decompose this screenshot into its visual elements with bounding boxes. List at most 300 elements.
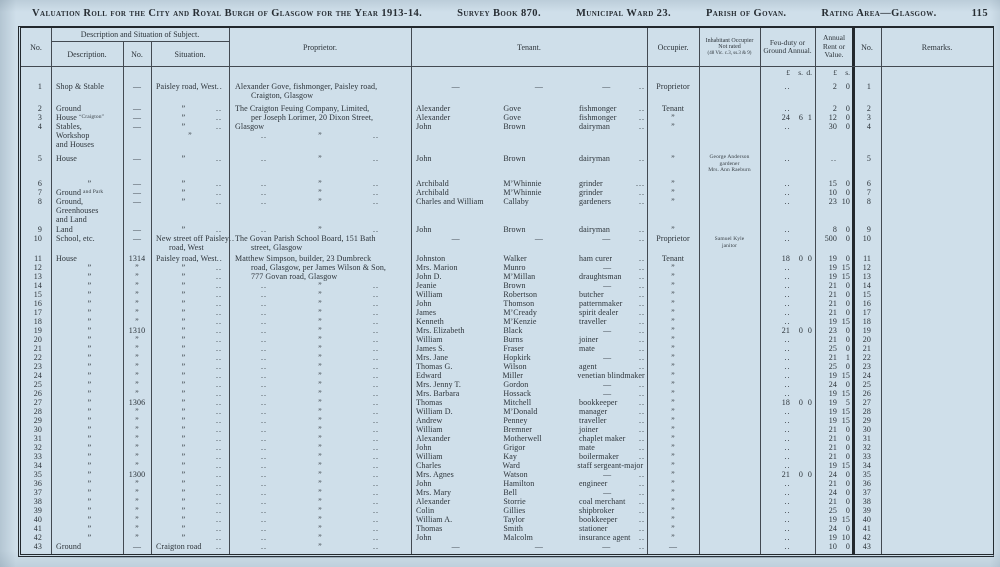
situation-cell [151, 497, 229, 506]
row-number-left: 29 [33, 415, 42, 425]
table-row [21, 254, 993, 263]
tenant-cell [411, 113, 647, 122]
situation-text: ” [181, 514, 186, 524]
situation-text: ” [181, 262, 186, 272]
feu-duty-cell [760, 524, 815, 533]
feu-value: 18 [781, 397, 790, 407]
tenant-surname: Brown [503, 122, 526, 131]
description-text: ” [87, 280, 92, 290]
description-line [56, 154, 123, 163]
situation-line [151, 82, 229, 91]
situation-line [151, 317, 229, 326]
ditto-mark: ” [318, 131, 322, 140]
situation-line [151, 353, 229, 362]
annual-rent-cell [815, 234, 853, 252]
ditto-dots: .. [261, 370, 267, 380]
tenant-forename: John [416, 224, 432, 234]
situation-line [151, 497, 229, 506]
tenant-forename: — [451, 233, 460, 243]
row-number-right: 28 [862, 406, 871, 416]
situation-text: ” [181, 415, 186, 425]
street-number-cell: ” [135, 388, 139, 398]
tenant-cell [411, 254, 647, 263]
row-number-right: 29 [862, 415, 871, 425]
rent-value: 15 [828, 178, 837, 188]
street-number-cell: 1306 [128, 397, 146, 407]
tenant-cell [411, 308, 647, 317]
leader-dots: .. [639, 397, 645, 407]
description-text: ” [87, 514, 92, 524]
description-line [56, 263, 123, 272]
description-line [56, 215, 123, 224]
situation-line [151, 452, 229, 461]
ditto-dots: .. [373, 298, 379, 308]
currency-subheader-row [21, 67, 993, 79]
occupier-cell: Proprietor [656, 82, 690, 91]
proprietor-cell [229, 524, 411, 533]
description-line [56, 179, 123, 188]
tenant-forename: — [451, 82, 460, 91]
empty-dots: .. [784, 433, 791, 443]
proprietor-cell [229, 416, 411, 425]
description-text: Greenhouses [56, 205, 99, 215]
proprietor-cell [229, 272, 411, 281]
table-row [21, 317, 993, 326]
row-number-right: 9 [866, 224, 871, 234]
ditto-mark: ” [318, 307, 322, 317]
tenant-surname: Brown [503, 224, 526, 234]
proprietor-ditto [229, 362, 411, 371]
situation-cell [151, 326, 229, 335]
leader-dots: .. [216, 370, 222, 380]
tenant-surname: Ward [502, 460, 520, 470]
description-text: ” [87, 370, 92, 380]
leader-dots: .. [216, 271, 222, 281]
leader-dots: .. [216, 113, 222, 122]
description-cell [51, 524, 123, 533]
tenant-surname: M’Donald [503, 406, 538, 416]
rent-value: 15 [841, 460, 850, 470]
ditto-mark: ” [318, 289, 322, 299]
description-line [56, 515, 123, 524]
description-cell [51, 308, 123, 317]
situation-line [151, 542, 229, 551]
description-line [56, 308, 123, 317]
description-line [56, 206, 123, 215]
proprietor-cell [229, 488, 411, 497]
annual-rent-cell [815, 398, 853, 407]
feu-duty-cell [760, 281, 815, 290]
annual-rent-cell [815, 452, 853, 461]
occupier-cell: — [668, 541, 678, 551]
description-cell [51, 389, 123, 398]
situation-line [151, 308, 229, 317]
leader-dots: .. [639, 233, 646, 243]
street-number-cell: ” [135, 262, 139, 272]
tenant-cell [411, 335, 647, 344]
currency-shillings: s. [798, 68, 803, 77]
situation-text: ” [181, 424, 186, 434]
leader-dots: .. [639, 352, 645, 362]
empty-dots: .. [784, 424, 791, 434]
description-line [56, 470, 123, 479]
description-line [56, 362, 123, 371]
situation-text: ” [181, 505, 186, 515]
situation-cell [151, 515, 229, 524]
tenant-cell [411, 290, 647, 299]
table-row [21, 281, 993, 290]
row-number-left: 41 [33, 523, 42, 533]
feu-value: 0 [798, 325, 803, 335]
remarks-cell [881, 407, 993, 416]
tenant-cell [411, 443, 647, 452]
ditto-dots: .. [373, 523, 379, 533]
leader-dots: .. [639, 487, 645, 497]
rent-value: 0 [845, 379, 850, 389]
feu-duty-cell [760, 234, 815, 252]
tenant-occupation: insurance agent [579, 532, 631, 542]
ditto-mark: ” [318, 298, 322, 308]
tenant-occupation: bookkeeper [579, 397, 618, 407]
ditto-mark: ” [318, 478, 322, 488]
empty-dots: .. [784, 514, 791, 524]
tenant-cell [411, 82, 647, 100]
situation-text: ” [181, 154, 186, 163]
row-number-left: 12 [33, 262, 42, 272]
proprietor-cell [229, 371, 411, 380]
ditto-dots: .. [373, 460, 379, 470]
description-line [56, 371, 123, 380]
tenant-occupation: fishmonger [579, 104, 617, 113]
row-number-right: 33 [862, 451, 871, 461]
header-remarks: Remarks. [921, 42, 953, 52]
proprietor-ditto [229, 389, 411, 398]
table-row [21, 452, 993, 461]
table-row [21, 515, 993, 524]
leader-dots: .. [639, 316, 645, 326]
description-line [56, 82, 123, 91]
tenant-cell [411, 452, 647, 461]
occupier-cell: ” [671, 388, 675, 398]
description-line [56, 272, 123, 281]
table-row [21, 398, 993, 407]
tenant-occupation: chaplet maker [579, 433, 626, 443]
inhabitant-occupier-cell [699, 380, 760, 389]
situation-line [151, 506, 229, 515]
annual-rent-cell [815, 533, 853, 542]
tenant-occupation: ham curer [579, 253, 613, 263]
header-occupier: Occupier. [657, 42, 689, 52]
row-number-left: 43 [33, 541, 42, 551]
annual-rent-cell [815, 104, 853, 113]
annual-rent-cell [815, 524, 853, 533]
row-number-right: 18 [862, 316, 871, 326]
row-number-right: 40 [862, 514, 871, 524]
row-number-right: 11 [863, 253, 871, 263]
tenant-forename: Thomas G. [416, 361, 453, 371]
ditto-mark: ” [318, 370, 322, 380]
street-number-cell: ” [135, 523, 139, 533]
leader-dots: .. [639, 415, 645, 425]
empty-dots: .. [784, 370, 791, 380]
ditto-dots: .. [373, 397, 379, 407]
description-text: ” [87, 307, 92, 317]
proprietor-cell [229, 425, 411, 434]
description-cell [51, 434, 123, 443]
empty-dots: .. [784, 532, 791, 542]
description-text: Ground, [56, 196, 84, 206]
leader-dots: .. [216, 433, 222, 443]
situation-line [151, 122, 229, 131]
description-line [56, 225, 123, 234]
inhabitant-line: Mrs. Ann Raeburn [708, 167, 751, 173]
feu-duty-cell [760, 497, 815, 506]
tenant-occupation: engineer [579, 478, 608, 488]
occupier-cell: ” [671, 442, 675, 452]
tenant-surname: Callaby [503, 196, 529, 206]
rent-value: 0 [845, 307, 850, 317]
annual-rent-cell [815, 470, 853, 479]
tenant-surname: Penney [503, 415, 528, 425]
tenant-forename: Kenneth [416, 316, 444, 326]
situation-line [151, 225, 229, 234]
tenant-cell [411, 398, 647, 407]
description-text: ” [87, 361, 92, 371]
row-number-left: 39 [33, 505, 42, 515]
rating-area-label: Rating Area—Glasgow. [821, 8, 937, 19]
description-cell [51, 452, 123, 461]
proprietor-line: street, Glasgow [251, 242, 303, 252]
street-number-cell: 1300 [128, 469, 146, 479]
description-text: ” [87, 415, 92, 425]
inhabitant-occupier-cell [699, 263, 760, 272]
situation-cell [151, 272, 229, 281]
tenant-surname: M’Whinnie [503, 178, 542, 188]
empty-dots: .. [784, 487, 791, 497]
leader-dots: .. [639, 442, 645, 452]
annual-rent-cell [815, 515, 853, 524]
table-row [21, 154, 993, 174]
description-text: ” [87, 424, 92, 434]
leader-dots: .. [639, 433, 645, 443]
situation-line [151, 344, 229, 353]
rent-value: 15 [841, 271, 850, 281]
ditto-dots: .. [261, 298, 267, 308]
leader-dots: .. [639, 334, 645, 344]
ditto-mark: ” [318, 514, 322, 524]
row-number-left: 16 [33, 298, 42, 308]
situation-line [151, 335, 229, 344]
inhabitant-occupier-cell [699, 179, 760, 188]
tenant-surname: Brown [503, 280, 526, 290]
table-row [21, 389, 993, 398]
description-qualifier: “Craigton” [78, 114, 105, 120]
proprietor-cell [229, 299, 411, 308]
leader-dots: .. [216, 122, 222, 131]
row-number-left: 11 [34, 253, 42, 263]
description-text: ” [87, 442, 92, 452]
ditto-dots: .. [373, 487, 379, 497]
situation-text: ” [181, 352, 186, 362]
inhabitant-occupier-cell [699, 188, 760, 197]
tenant-forename: Mrs. Agnes [416, 469, 454, 479]
description-line [56, 281, 123, 290]
description-cell [51, 335, 123, 344]
leader-dots: .. [216, 532, 222, 542]
annual-rent-cell [815, 479, 853, 488]
proprietor-ditto [229, 326, 411, 335]
inhabitant-occupier-cell [699, 533, 760, 542]
annual-rent-cell [815, 188, 853, 197]
feu-duty-cell [760, 434, 815, 443]
ditto-dots: .. [373, 451, 379, 461]
description-text: Land [56, 224, 73, 234]
empty-dots: .. [784, 307, 791, 317]
street-number-cell: ” [135, 370, 139, 380]
empty-dots: .. [784, 334, 791, 344]
tenant-cell [411, 371, 647, 380]
proprietor-cell [229, 362, 411, 371]
situation-text: ” [181, 280, 186, 290]
ditto-dots: .. [373, 316, 379, 326]
description-text: ” [87, 334, 92, 344]
tenant-forename: John [416, 478, 432, 488]
description-line [56, 131, 123, 140]
situation-cell [151, 389, 229, 398]
table-row [21, 188, 993, 197]
annual-rent-cell [815, 281, 853, 290]
feu-value: 18 [781, 253, 790, 263]
inhabitant-occupier-cell [699, 506, 760, 515]
description-line [56, 353, 123, 362]
annual-rent-cell [815, 497, 853, 506]
annual-rent-cell [815, 434, 853, 443]
leader-dots: .. [639, 113, 645, 122]
occupier-cell: ” [671, 370, 675, 380]
rent-value: 500 [824, 233, 837, 243]
description-cell [51, 113, 123, 122]
ditto-dots: .. [261, 334, 267, 344]
feu-duty-cell [760, 82, 815, 100]
tenant-cell [411, 225, 647, 234]
rent-value: 1 [845, 352, 850, 362]
table-row [21, 371, 993, 380]
table-row [21, 497, 993, 506]
occupier-cell: ” [671, 523, 675, 533]
remarks-cell [881, 443, 993, 452]
header-feu-duty: Feu-duty or Ground Annual. [763, 37, 812, 55]
situation-text: ” [188, 131, 192, 140]
situation-cell [151, 290, 229, 299]
proprietor-ditto [229, 131, 411, 140]
ditto-mark: ” [318, 433, 322, 443]
feu-duty-cell [760, 488, 815, 497]
ditto-dots: .. [373, 289, 379, 299]
feu-duty-cell [760, 479, 815, 488]
leader-dots: .. [216, 478, 222, 488]
table-row [21, 362, 993, 371]
header-inhabitant-line1: Inhabitant Occupier [705, 37, 754, 44]
tenant-cell [411, 263, 647, 272]
occupier-cell: ” [671, 289, 675, 299]
description-cell [51, 506, 123, 515]
description-text: ” [87, 316, 92, 326]
feu-duty-cell [760, 353, 815, 362]
description-cell [51, 542, 123, 551]
rent-value: 21 [828, 334, 837, 344]
table-row [21, 488, 993, 497]
ditto-dots: .. [373, 280, 379, 290]
inhabitant-occupier-cell [699, 197, 760, 224]
description-cell [51, 263, 123, 272]
empty-dots: .. [784, 233, 791, 243]
occupier-cell: ” [671, 343, 675, 353]
description-cell [51, 281, 123, 290]
ditto-dots: .. [261, 505, 267, 515]
annual-rent-cell [815, 362, 853, 371]
annual-rent-cell [815, 344, 853, 353]
proprietor-cell [229, 308, 411, 317]
situation-text: ” [181, 343, 186, 353]
situation-cell [151, 542, 229, 551]
remarks-cell [881, 380, 993, 389]
situation-text: ” [181, 433, 186, 443]
tenant-surname: Storrie [503, 496, 526, 506]
leader-dots: .. [216, 298, 222, 308]
rent-value: 0 [845, 541, 850, 551]
empty-dots: .. [784, 361, 791, 371]
description-cell [51, 104, 123, 113]
rent-value: 10 [828, 541, 837, 551]
tenant-forename: William [416, 451, 443, 461]
tenant-surname: — [534, 541, 543, 551]
annual-rent-cell [815, 317, 853, 326]
tenant-forename: William [416, 334, 443, 344]
street-number-cell: ” [135, 478, 139, 488]
leader-dots: .. [216, 514, 222, 524]
street-number-cell: — [132, 541, 142, 551]
ditto-dots: .. [373, 505, 379, 515]
proprietor-ditto [229, 524, 411, 533]
inhabitant-occupier-cell [699, 290, 760, 299]
annual-rent-cell [815, 353, 853, 362]
situation-line [151, 243, 229, 252]
occupier-cell: ” [671, 415, 675, 425]
row-number-right: 36 [862, 478, 871, 488]
description-text: ” [87, 487, 92, 497]
situation-text: ” [181, 307, 186, 317]
description-cell [51, 398, 123, 407]
remarks-cell [881, 308, 993, 317]
feu-duty-cell [760, 197, 815, 224]
inhabitant-occupier-cell [699, 113, 760, 122]
leader-dots: .. [216, 154, 222, 163]
situation-cell [151, 104, 229, 113]
empty-dots: .. [784, 478, 791, 488]
table-row [21, 533, 993, 542]
proprietor-ditto [229, 398, 411, 407]
annual-rent-cell [815, 542, 853, 551]
tenant-surname: Motherwell [503, 433, 542, 443]
leader-dots: .. [216, 82, 223, 91]
situation-text: ” [181, 379, 186, 389]
ditto-dots: .. [373, 352, 379, 362]
feu-value: 6 [798, 113, 803, 122]
tenant-cell [411, 515, 647, 524]
ditto-dots: .. [261, 541, 267, 551]
row-number-left: 28 [33, 406, 42, 416]
rent-value: 24 [828, 379, 837, 389]
